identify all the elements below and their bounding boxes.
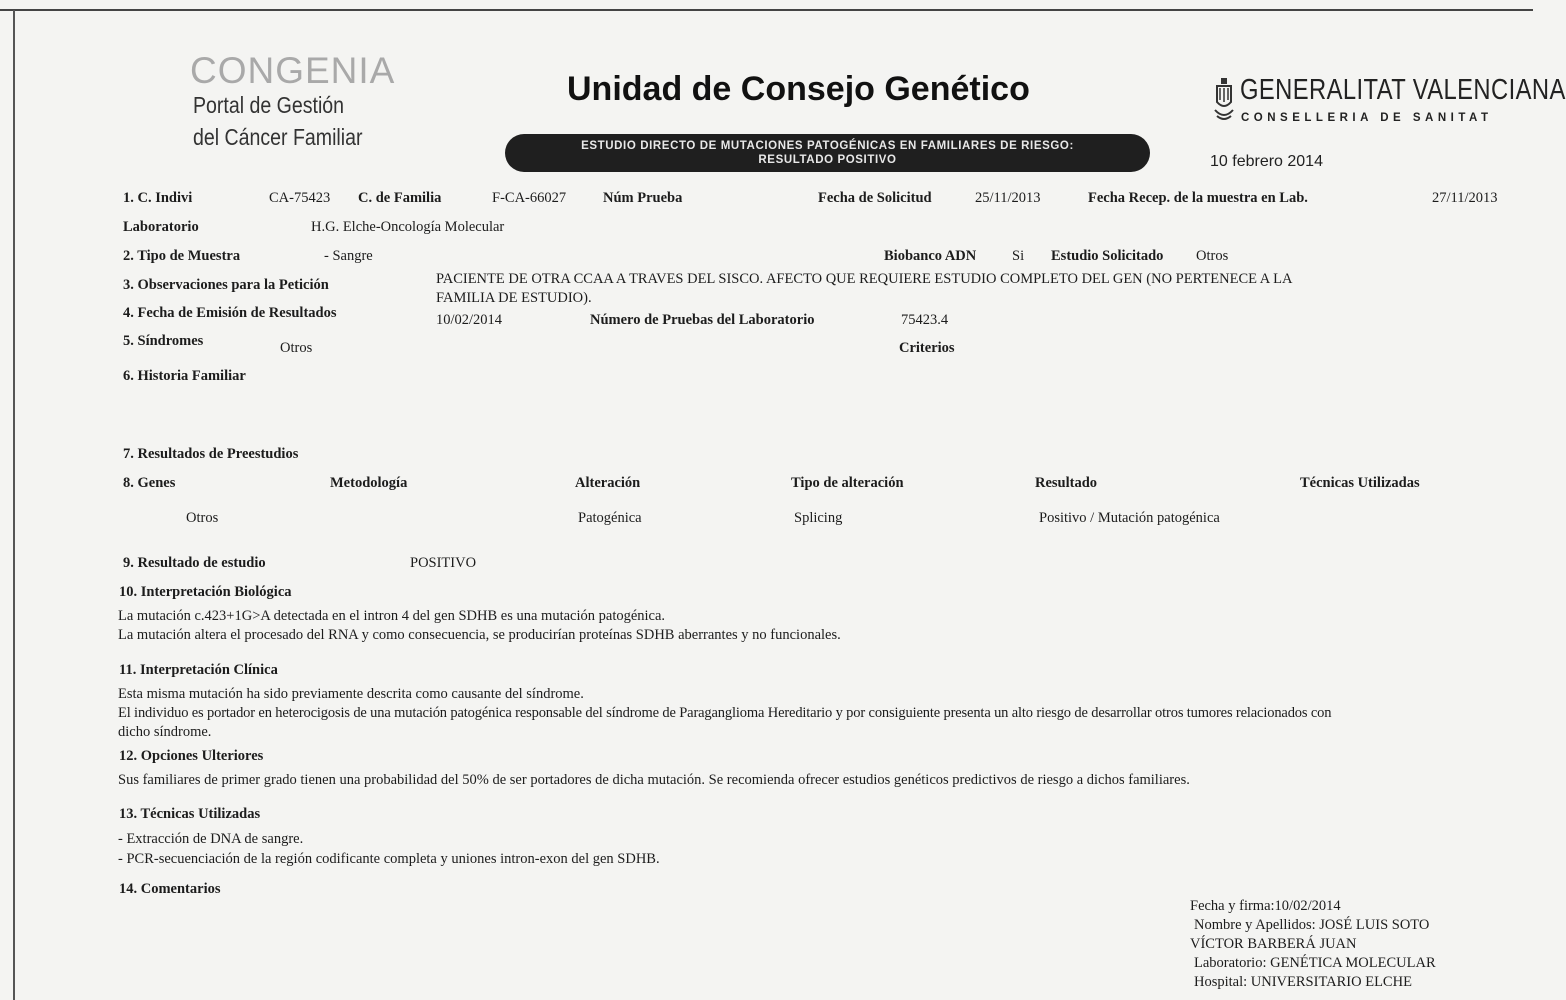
observaciones-line2: FAMILIA DE ESTUDIO). bbox=[436, 290, 592, 306]
preestudios-label: 7. Resultados de Preestudios bbox=[123, 446, 299, 462]
estudio-solicitado-value: Otros bbox=[1196, 248, 1229, 264]
table-header-resultado: Resultado bbox=[1035, 475, 1098, 491]
signature-laboratorio: Laboratorio: GENÉTICA MOLECULAR bbox=[1194, 955, 1436, 971]
fecha-solicitud-label: Fecha de Solicitud bbox=[818, 190, 932, 206]
generalitat-emblem-icon bbox=[1213, 76, 1235, 124]
signature-nombre-cont: VÍCTOR BARBERÁ JUAN bbox=[1190, 936, 1357, 952]
laboratorio-value: H.G. Elche-Oncología Molecular bbox=[311, 219, 505, 235]
tecnicas-utilizadas-title: 13. Técnicas Utilizadas bbox=[119, 806, 261, 822]
num-prueba-label: Núm Prueba bbox=[603, 190, 683, 206]
observaciones-line1: PACIENTE DE OTRA CCAA A TRAVES DEL SISCO. AFECTO QUE REQUIERE ESTUDIO COMPLETO DEL GEN (NO PERTENECE A LA bbox=[436, 271, 1293, 287]
c-familia-label: C. de Familia bbox=[358, 190, 442, 206]
signature-hospital: Hospital: UNIVERSITARIO ELCHE bbox=[1194, 974, 1412, 990]
conselleria-name: CONSELLERIA DE SANITAT bbox=[1241, 112, 1493, 124]
fecha-emision-value: 10/02/2014 bbox=[436, 312, 503, 328]
congenia-logo: CONGENIA bbox=[190, 50, 396, 91]
signature-nombre: Nombre y Apellidos: JOSÉ LUIS SOTO bbox=[1194, 917, 1430, 933]
table-header-alteracion: Alteración bbox=[575, 475, 641, 491]
left-border-line bbox=[13, 10, 15, 1000]
report-date: 10 febrero 2014 bbox=[1210, 153, 1323, 170]
fecha-emision-label: 4. Fecha de Emisión de Resultados bbox=[123, 305, 337, 321]
interpretacion-biologica-line2: La mutación altera el procesado del RNA y como consecuencia, se producirían proteínas SDHB aberrantes y no funcionales. bbox=[118, 627, 841, 643]
logo-subtitle-line1: Portal de Gestión bbox=[193, 92, 345, 118]
interpretacion-clinica-title: 11. Interpretación Clínica bbox=[119, 662, 278, 678]
biobanco-label: Biobanco ADN bbox=[884, 248, 977, 264]
interpretacion-biologica-title: 10. Interpretación Biológica bbox=[119, 584, 292, 600]
fecha-recep-label: Fecha Recep. de la muestra en Lab. bbox=[1088, 190, 1308, 206]
table-cell-alteracion: Patogénica bbox=[578, 510, 642, 526]
table-header-tipo-alteracion: Tipo de alteración bbox=[791, 475, 904, 491]
resultado-estudio-label: 9. Resultado de estudio bbox=[123, 555, 266, 571]
num-pruebas-lab-label: Número de Pruebas del Laboratorio bbox=[590, 312, 815, 328]
tecnicas-utilizadas-line2: - PCR-secuenciación de la región codificante completa y uniones intron-exon del gen SDHB. bbox=[118, 851, 660, 867]
generalitat-name: GENERALITAT VALENCIANA bbox=[1240, 74, 1566, 106]
tipo-muestra-label: 2. Tipo de Muestra bbox=[123, 248, 241, 264]
criterios-label: Criterios bbox=[899, 340, 955, 356]
estudio-solicitado-label: Estudio Solicitado bbox=[1051, 248, 1164, 264]
banner-line2: RESULTADO POSITIVO bbox=[758, 154, 897, 166]
opciones-ulteriores-title: 12. Opciones Ulteriores bbox=[119, 748, 264, 764]
interpretacion-clinica-line1: Esta misma mutación ha sido previamente descrita como causante del síndrome. bbox=[118, 686, 584, 702]
table-header-genes: 8. Genes bbox=[123, 475, 176, 491]
sindromes-label: 5. Síndromes bbox=[123, 333, 204, 349]
comentarios-title: 14. Comentarios bbox=[119, 881, 221, 897]
historia-familiar-label: 6. Historia Familiar bbox=[123, 368, 246, 384]
tipo-muestra-value: - Sangre bbox=[324, 248, 373, 264]
biobanco-value: Si bbox=[1012, 248, 1025, 264]
page-title: Unidad de Consejo Genético bbox=[567, 70, 1030, 108]
c-familia-value: F-CA-66027 bbox=[492, 190, 567, 206]
interpretacion-clinica-line3: dicho síndrome. bbox=[118, 724, 212, 740]
fecha-solicitud-value: 25/11/2013 bbox=[975, 190, 1041, 206]
observaciones-label: 3. Observaciones para la Petición bbox=[123, 277, 329, 293]
c-indivi-value: CA-75423 bbox=[269, 190, 331, 206]
banner-line1: ESTUDIO DIRECTO DE MUTACIONES PATOGÉNICAS EN FAMILIARES DE RIESGO: bbox=[581, 140, 1074, 152]
interpretacion-clinica-line2: El individuo es portador en heterocigosis de una mutación patogénica responsable del síndrome de Paraganglioma Hereditario y por consiguiente presenta un alto riesgo de desarrollar otros tumores relacionados con bbox=[118, 705, 1332, 721]
sindromes-value: Otros bbox=[280, 340, 313, 356]
study-type-banner bbox=[505, 134, 1150, 172]
interpretacion-biologica-line1: La mutación c.423+1G>A detectada en el intron 4 del gen SDHB es una mutación patogénica. bbox=[118, 608, 666, 624]
signature-fecha: Fecha y firma:10/02/2014 bbox=[1190, 898, 1341, 914]
table-cell-tipo-alteracion: Splicing bbox=[794, 510, 843, 526]
table-header-tecnicas: Técnicas Utilizadas bbox=[1300, 475, 1420, 491]
resultado-estudio-value: POSITIVO bbox=[410, 555, 477, 571]
top-border-line bbox=[0, 9, 1533, 11]
opciones-ulteriores-line1: Sus familiares de primer grado tienen una probabilidad del 50% de ser portadores de dicha mutación. Se recomienda ofrecer estudios genéticos predictivos de riesgo a dichos familiares. bbox=[118, 772, 1190, 788]
c-indivi-label: 1. C. Indivi bbox=[123, 190, 193, 206]
table-cell-gene: Otros bbox=[186, 510, 219, 526]
num-pruebas-lab-value: 75423.4 bbox=[901, 312, 949, 328]
table-cell-resultado: Positivo / Mutación patogénica bbox=[1039, 510, 1220, 526]
laboratorio-label: Laboratorio bbox=[123, 219, 199, 235]
fecha-recep-value: 27/11/2013 bbox=[1432, 190, 1498, 206]
tecnicas-utilizadas-line1: - Extracción de DNA de sangre. bbox=[118, 831, 304, 847]
table-header-metodologia: Metodología bbox=[330, 475, 408, 491]
logo-subtitle-line2: del Cáncer Familiar bbox=[193, 124, 363, 150]
